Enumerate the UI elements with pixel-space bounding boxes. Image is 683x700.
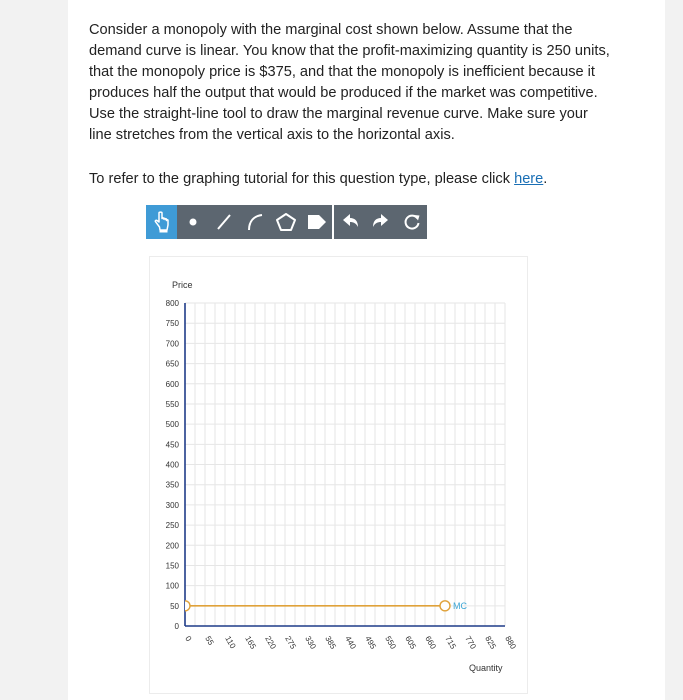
x-tick-labels xyxy=(183,635,518,652)
graph-panel[interactable] xyxy=(149,256,528,694)
y-tick-label: 350 xyxy=(165,480,179,490)
y-tick-label: 0 xyxy=(174,622,179,631)
reset-icon xyxy=(402,212,422,232)
mc-curve-label: MC xyxy=(453,600,467,611)
y-tick-label: 150 xyxy=(165,561,179,571)
label-tag-icon xyxy=(306,212,328,232)
x-tick-label: 440 xyxy=(343,634,358,651)
hand-pointer-tool[interactable] xyxy=(146,205,177,239)
undo-arrow-icon xyxy=(340,212,360,232)
x-tick-label: 220 xyxy=(263,634,278,651)
redo-arrow-icon xyxy=(371,212,391,232)
x-tick-label: 110 xyxy=(223,634,238,651)
polygon-icon xyxy=(275,212,297,232)
y-tick-labels xyxy=(166,299,180,631)
y-tick-label: 500 xyxy=(165,420,179,430)
label-tag-tool[interactable] xyxy=(301,205,332,239)
y-tick-label: 650 xyxy=(165,359,179,369)
x-tick-label: 55 xyxy=(203,634,216,647)
y-tick-label: 100 xyxy=(165,581,179,591)
y-tick-label: 300 xyxy=(165,500,179,510)
x-tick-label: 0 xyxy=(183,634,194,643)
reset-tool[interactable] xyxy=(396,205,427,239)
redo-tool[interactable] xyxy=(365,205,396,239)
tutorial-link[interactable]: here xyxy=(514,171,544,187)
x-tick-label: 825 xyxy=(483,634,498,651)
drawing-tools xyxy=(146,205,332,239)
curve-icon xyxy=(245,212,265,232)
straight-line-icon xyxy=(214,212,234,232)
tutorial-line xyxy=(89,169,614,190)
y-tick-label: 200 xyxy=(165,541,179,551)
mc-end-handle[interactable] xyxy=(440,601,450,611)
x-tick-label: 770 xyxy=(463,634,478,651)
x-tick-label: 715 xyxy=(443,634,458,651)
x-axis-label: Quantity xyxy=(469,663,503,673)
x-tick-label: 660 xyxy=(423,634,438,651)
tutorial-prefix: To refer to the graphing tutorial for this question type, please click xyxy=(89,171,515,187)
point-icon xyxy=(187,216,199,228)
y-tick-label: 550 xyxy=(165,399,179,409)
point-tool[interactable] xyxy=(177,205,208,239)
undo-tool[interactable] xyxy=(334,205,365,239)
y-axis-label: Price xyxy=(172,280,193,290)
x-tick-label: 330 xyxy=(303,634,318,651)
curve-tool[interactable] xyxy=(239,205,270,239)
x-tick-label: 880 xyxy=(503,634,518,651)
x-tick-label: 385 xyxy=(323,634,338,651)
y-tick-label: 750 xyxy=(165,319,179,329)
straight-line-tool[interactable] xyxy=(208,205,239,239)
polygon-tool[interactable] xyxy=(270,205,301,239)
grid-lines xyxy=(185,303,505,626)
y-tick-label: 600 xyxy=(165,379,179,389)
x-tick-label: 550 xyxy=(383,634,398,651)
y-tick-label: 450 xyxy=(165,440,179,450)
mc-start-handle[interactable] xyxy=(185,601,190,611)
y-tick-label: 800 xyxy=(165,299,179,308)
hand-pointer-icon xyxy=(152,211,172,233)
y-tick-label: 700 xyxy=(165,339,179,349)
y-tick-label: 50 xyxy=(170,601,179,611)
y-tick-label: 400 xyxy=(165,460,179,470)
graph-toolbar xyxy=(146,205,427,239)
x-tick-label: 275 xyxy=(283,634,298,651)
history-tools xyxy=(334,205,427,239)
x-tick-label: 165 xyxy=(243,634,258,651)
graph-canvas[interactable] xyxy=(150,257,527,693)
x-tick-label: 495 xyxy=(363,634,378,651)
y-tick-label: 250 xyxy=(165,521,179,531)
x-tick-label: 605 xyxy=(403,634,418,651)
question-text: Consider a monopoly with the marginal cost shown below. Assume that the demand curve is linear. You know that the profit-maximizing quantity is 250 units, that the monopoly price is $375, and that the monopoly is inefficient because it produces half the output that would be produced if the market was competitive. Use the straight-line tool to draw the marginal revenue curve. Make sure your line stretches from the vertical axis to the horizontal axis. xyxy=(89,22,610,143)
tutorial-suffix: . xyxy=(543,171,548,187)
